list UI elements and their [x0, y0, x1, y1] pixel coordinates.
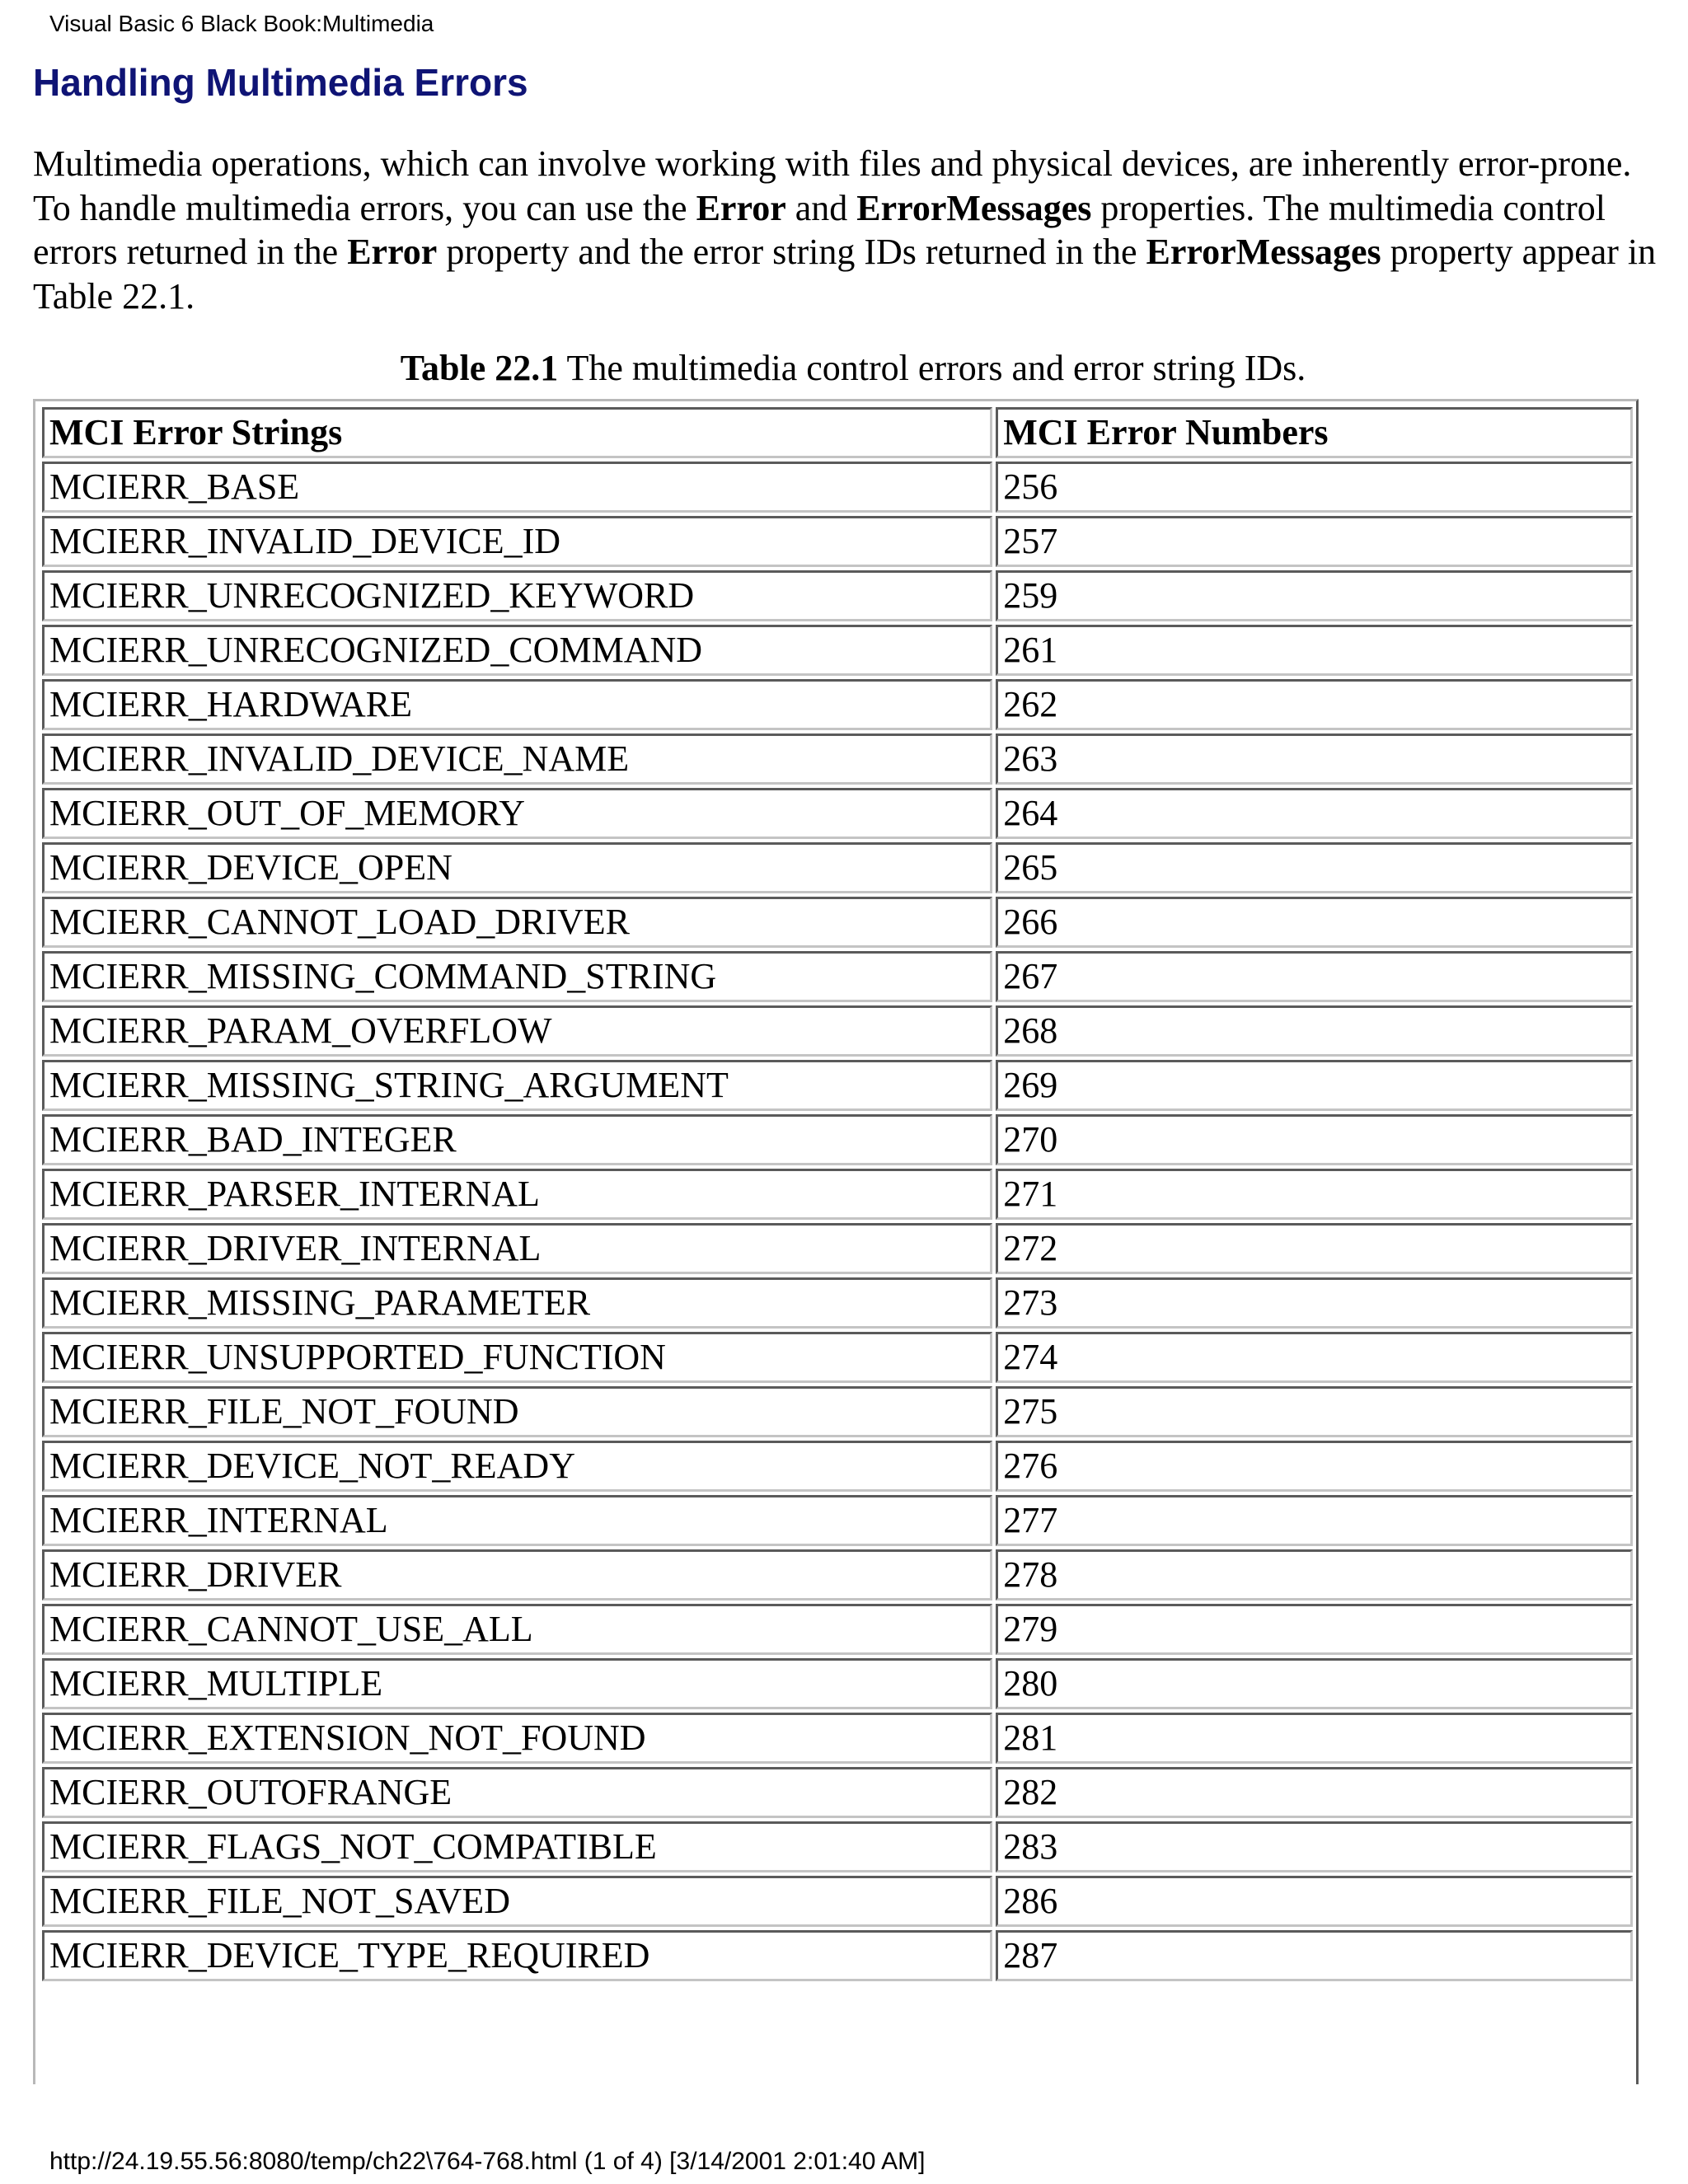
column-header-error-numbers: MCI Error Numbers [996, 407, 1633, 458]
error-number-cell: 270 [996, 1114, 1633, 1165]
error-number-cell: 261 [996, 625, 1633, 676]
table-row [42, 516, 1633, 567]
error-number-cell: 286 [996, 1876, 1633, 1927]
error-number-cell: 273 [996, 1277, 1633, 1329]
error-string-cell: MCIERR_BAD_INTEGER [42, 1114, 992, 1165]
table-row [42, 1114, 1633, 1165]
table-row [42, 1277, 1633, 1329]
error-number-cell: 264 [996, 788, 1633, 839]
table-row [42, 1005, 1633, 1057]
table-row [42, 1658, 1633, 1709]
error-string-cell: MCIERR_HARDWARE [42, 679, 992, 730]
table-row [42, 1604, 1633, 1655]
table-row [42, 1821, 1633, 1872]
running-head: Visual Basic 6 Black Book:Multimedia [49, 11, 434, 36]
error-number-cell: 262 [996, 679, 1633, 730]
intro-errormessages-keyword: ErrorMessages [1146, 232, 1381, 272]
error-number-cell: 282 [996, 1767, 1633, 1818]
table-row [42, 1876, 1633, 1927]
error-string-cell: MCIERR_UNRECOGNIZED_KEYWORD [42, 570, 992, 621]
table-row [42, 1169, 1633, 1220]
error-string-cell: MCIERR_DEVICE_OPEN [42, 842, 992, 893]
table-body [42, 462, 1633, 1981]
intro-text: property appear in Table 22.1. [33, 232, 1657, 316]
intro-text: and [785, 187, 857, 228]
table-caption [33, 346, 1673, 391]
table-row [42, 570, 1633, 621]
error-string-cell: MCIERR_FILE_NOT_SAVED [42, 1876, 992, 1927]
table-row [42, 733, 1633, 785]
error-number-cell: 274 [996, 1332, 1633, 1383]
error-number-cell: 266 [996, 897, 1633, 948]
error-number-cell: 278 [996, 1549, 1633, 1601]
error-table [39, 404, 1636, 1985]
table-row [42, 1713, 1633, 1764]
error-string-cell: MCIERR_MISSING_PARAMETER [42, 1277, 992, 1329]
intro-error-keyword: Error [696, 187, 786, 228]
table-row [42, 625, 1633, 676]
error-number-cell: 280 [996, 1658, 1633, 1709]
intro-text: properties. The multimedia control errors returned in the [33, 187, 1606, 272]
error-string-cell: MCIERR_MISSING_STRING_ARGUMENT [42, 1060, 992, 1111]
error-number-cell: 265 [996, 842, 1633, 893]
error-number-cell: 281 [996, 1713, 1633, 1764]
table-caption-label: Table 22.1 [400, 348, 559, 388]
table-row [42, 1495, 1633, 1546]
table-row [42, 1767, 1633, 1818]
error-number-cell: 268 [996, 1005, 1633, 1057]
error-string-cell: MCIERR_DEVICE_NOT_READY [42, 1441, 992, 1492]
error-string-cell: MCIERR_EXTENSION_NOT_FOUND [42, 1713, 992, 1764]
table-row [42, 1332, 1633, 1383]
error-number-cell: 269 [996, 1060, 1633, 1111]
error-string-cell: MCIERR_UNRECOGNIZED_COMMAND [42, 625, 992, 676]
error-string-cell: MCIERR_PARSER_INTERNAL [42, 1169, 992, 1220]
table-row [42, 1223, 1633, 1274]
error-table-frame [33, 399, 1639, 2084]
error-number-cell: 267 [996, 951, 1633, 1002]
error-number-cell: 276 [996, 1441, 1633, 1492]
error-string-cell: MCIERR_DRIVER_INTERNAL [42, 1223, 992, 1274]
table-row [42, 462, 1633, 513]
error-number-cell: 283 [996, 1821, 1633, 1872]
table-row [42, 951, 1633, 1002]
table-row [42, 1930, 1633, 1981]
error-string-cell: MCIERR_OUTOFRANGE [42, 1767, 992, 1818]
page-footer-url: http://24.19.55.56:8080/temp/ch22\764-768.html (1 of 4) [3/14/2001 2:01:40 AM] [49, 2148, 926, 2175]
error-string-cell: MCIERR_CANNOT_LOAD_DRIVER [42, 897, 992, 948]
table-row [42, 679, 1633, 730]
error-string-cell: MCIERR_INTERNAL [42, 1495, 992, 1546]
error-string-cell: MCIERR_UNSUPPORTED_FUNCTION [42, 1332, 992, 1383]
error-number-cell: 279 [996, 1604, 1633, 1655]
error-string-cell: MCIERR_INVALID_DEVICE_NAME [42, 733, 992, 785]
table-caption-text: The multimedia control errors and error string IDs. [558, 348, 1306, 388]
error-string-cell: MCIERR_DEVICE_TYPE_REQUIRED [42, 1930, 992, 1981]
error-string-cell: MCIERR_FLAGS_NOT_COMPATIBLE [42, 1821, 992, 1872]
table-row [42, 897, 1633, 948]
table-row [42, 1549, 1633, 1601]
table-row [42, 1060, 1633, 1111]
error-string-cell: MCIERR_INVALID_DEVICE_ID [42, 516, 992, 567]
error-number-cell: 271 [996, 1169, 1633, 1220]
error-number-cell: 259 [996, 570, 1633, 621]
error-string-cell: MCIERR_PARAM_OVERFLOW [42, 1005, 992, 1057]
error-string-cell: MCIERR_CANNOT_USE_ALL [42, 1604, 992, 1655]
error-number-cell: 263 [996, 733, 1633, 785]
intro-text: Multimedia operations, which can involve working with files and physical devices, are inherently error-prone. To handle multimedia errors, you can use the [33, 143, 1632, 228]
table-row [42, 842, 1633, 893]
error-string-cell: MCIERR_FILE_NOT_FOUND [42, 1386, 992, 1437]
table-row [42, 1441, 1633, 1492]
error-number-cell: 287 [996, 1930, 1633, 1981]
error-number-cell: 272 [996, 1223, 1633, 1274]
error-number-cell: 275 [996, 1386, 1633, 1437]
table-header-row [42, 407, 1633, 458]
intro-error-keyword: Error [347, 232, 438, 272]
table-row [42, 1386, 1633, 1437]
page-title: Handling Multimedia Errors [33, 61, 528, 104]
error-string-cell: MCIERR_DRIVER [42, 1549, 992, 1601]
table-row [42, 788, 1633, 839]
intro-errormessages-keyword: ErrorMessages [856, 187, 1092, 228]
error-string-cell: MCIERR_OUT_OF_MEMORY [42, 788, 992, 839]
error-string-cell: MCIERR_BASE [42, 462, 992, 513]
error-number-cell: 256 [996, 462, 1633, 513]
column-header-error-strings: MCI Error Strings [42, 407, 992, 458]
error-string-cell: MCIERR_MULTIPLE [42, 1658, 992, 1709]
intro-paragraph [33, 142, 1673, 318]
error-string-cell: MCIERR_MISSING_COMMAND_STRING [42, 951, 992, 1002]
intro-text: property and the error string IDs returned in the [437, 232, 1146, 272]
error-number-cell: 277 [996, 1495, 1633, 1546]
error-number-cell: 257 [996, 516, 1633, 567]
